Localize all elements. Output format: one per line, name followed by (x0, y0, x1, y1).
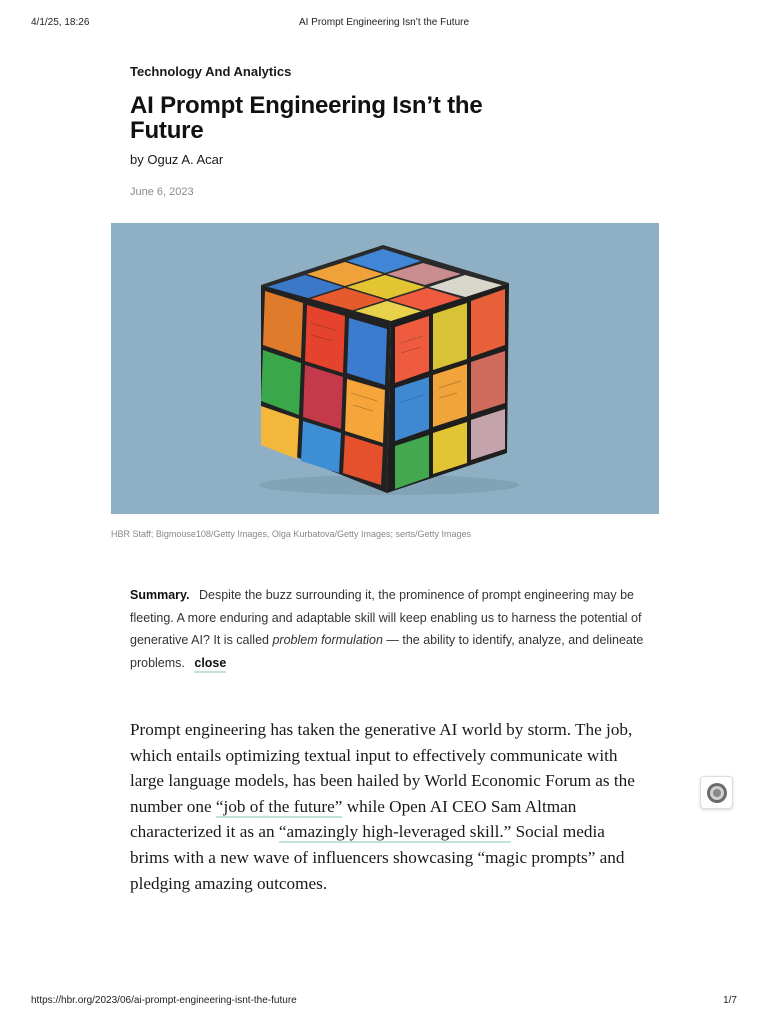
body-text-2: while Open AI CEO Sam Altman characterized it as an (130, 796, 577, 842)
summary-label: Summary. (130, 588, 190, 602)
hero-image (111, 223, 659, 514)
job-of-the-future-link[interactable]: “job of the future” (215, 796, 343, 816)
print-timestamp: 4/1/25, 18:26 (31, 17, 90, 28)
floating-action-button[interactable] (700, 776, 733, 809)
amazingly-high-leveraged-skill-link[interactable]: “amazingly high-leveraged skill.” (278, 822, 512, 842)
page-url: https://hbr.org/2023/06/ai-prompt-engineering-isnt-the-future (31, 995, 297, 1006)
circle-logo-icon (706, 782, 728, 804)
image-credit: HBR Staff; Bigmouse108/Getty Images, Olga Kurbatova/Getty Images; serts/Getty Images (111, 529, 471, 539)
rubiks-cube-illustration (111, 223, 659, 514)
article-summary (130, 584, 645, 674)
print-page-title: AI Prompt Engineering Isn’t the Future (298, 17, 470, 28)
article-title: AI Prompt Engineering Isn’t the Future (130, 92, 483, 144)
page-number: 1/7 (723, 995, 737, 1006)
summary-emphasis: problem formulation (272, 633, 383, 648)
byline-prefix: by (130, 152, 144, 167)
summary-close-button[interactable]: close (194, 656, 226, 673)
summary-text-2: — the ability to identify, analyze, and delineate problems. (130, 633, 644, 670)
print-header (31, 17, 737, 31)
body-text-1: Prompt engineering has taken the generative AI world by storm. The job, which entails optimizing textual input to effectively communicate with large language models, has been hailed by World Economic Forum as the number one (130, 720, 635, 816)
body-text-3: Social media brims with a new wave of influencers showcasing “magic prompts” and pledging amazing outcomes. (130, 822, 625, 893)
publish-date: June 6, 2023 (130, 186, 194, 198)
print-footer (31, 995, 737, 1009)
byline (130, 152, 223, 167)
author-link[interactable]: Oguz A. Acar (147, 152, 224, 167)
summary-text-1: Despite the buzz surrounding it, the prominence of prompt engineering may be fleeting. A more enduring and adaptable skill will keep enabling us to harness the potential of generative AI? It is called (130, 588, 642, 648)
article-body-paragraph (130, 717, 645, 896)
topic-link[interactable]: Technology And Analytics (130, 64, 292, 79)
